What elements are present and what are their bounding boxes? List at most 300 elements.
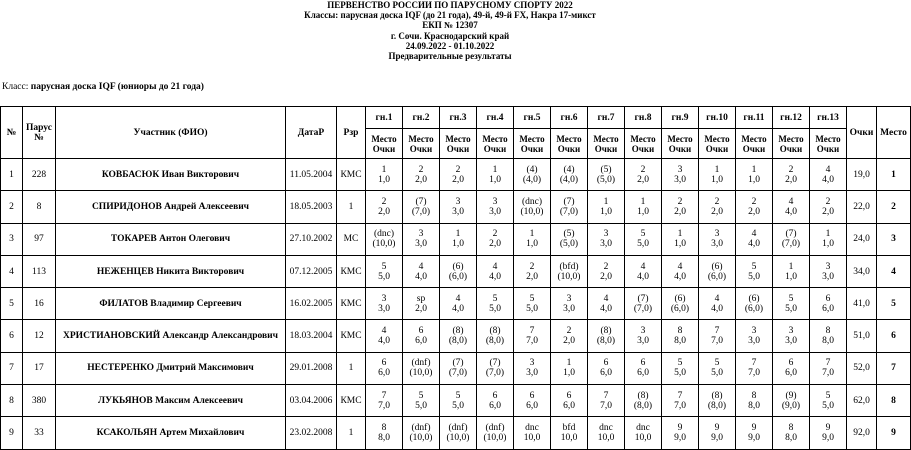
race-points: 2,0 <box>489 239 501 250</box>
race-place: 4 <box>381 326 387 337</box>
race-points: 10,0 <box>523 433 541 444</box>
race-points: 5,0 <box>822 400 834 411</box>
race-points: 6,0 <box>415 336 427 347</box>
sport-rank: МС <box>337 223 366 255</box>
table-row <box>1 417 911 449</box>
race-result <box>551 191 588 223</box>
race-result <box>440 159 477 191</box>
col-race-sub-2 <box>403 129 440 159</box>
race-points: 2,0 <box>415 303 427 314</box>
race-points: 3,0 <box>785 336 797 347</box>
race-place: (7) <box>563 196 575 207</box>
race-place: 9 <box>825 423 831 434</box>
race-points: 4,0 <box>711 303 723 314</box>
race-place: dnc <box>636 423 650 434</box>
col-race-sub-12 <box>773 129 810 159</box>
race-result <box>773 320 810 352</box>
race-result <box>699 320 736 352</box>
race-result <box>551 223 588 255</box>
race-result <box>551 385 588 417</box>
sub-points-label: Очки <box>631 143 655 154</box>
race-result <box>403 191 440 223</box>
race-points: 4,0 <box>748 239 760 250</box>
col-race-2: гн.2 <box>403 107 440 129</box>
final-place: 5 <box>877 288 911 320</box>
race-place: 5 <box>825 390 831 401</box>
race-place: 6 <box>418 326 424 337</box>
race-result <box>699 191 736 223</box>
race-points: 7,0 <box>600 400 612 411</box>
header-title: ПЕРВЕНСТВО РОССИИ ПО ПАРУСНОМУ СПОРТУ 2022 <box>327 0 573 10</box>
race-result <box>662 159 699 191</box>
race-points: 3,0 <box>415 239 427 250</box>
participant-name: ЛУКЬЯНОВ Максим Алексеевич <box>56 385 286 417</box>
race-place: 1 <box>455 229 461 240</box>
col-race-11: гн.11 <box>736 107 773 129</box>
sail-number: 228 <box>23 159 56 191</box>
race-result <box>662 352 699 384</box>
race-points: 8,0 <box>378 433 390 444</box>
race-result <box>810 255 847 287</box>
race-place: 6 <box>492 390 498 401</box>
col-race-5: гн.5 <box>514 107 551 129</box>
race-result <box>366 288 403 320</box>
race-points: 3,0 <box>452 206 464 217</box>
birth-date: 11.05.2004 <box>286 159 337 191</box>
race-result <box>810 352 847 384</box>
document-header <box>0 0 900 61</box>
race-points: 5,0 <box>378 271 390 282</box>
race-points: (8,0) <box>596 336 616 347</box>
race-points: 2,0 <box>526 271 538 282</box>
race-result <box>366 159 403 191</box>
race-result <box>440 191 477 223</box>
race-result <box>514 159 551 191</box>
race-points: 7,0 <box>526 336 538 347</box>
race-points: 4,0 <box>378 336 390 347</box>
race-points: (10,0) <box>409 368 433 379</box>
race-points: 1,0 <box>600 206 612 217</box>
final-place: 7 <box>877 352 911 384</box>
race-result <box>440 385 477 417</box>
race-place: 1 <box>825 229 831 240</box>
race-place: 1 <box>788 261 794 272</box>
race-points: 6,0 <box>637 368 649 379</box>
race-result <box>551 352 588 384</box>
race-place: 4 <box>788 196 794 207</box>
race-place: (dnf) <box>411 423 431 434</box>
race-place: 5 <box>418 390 424 401</box>
sub-place-label: Место <box>741 133 767 144</box>
col-race-sub-13 <box>810 129 847 159</box>
final-place: 3 <box>877 223 911 255</box>
sub-place-label: Место <box>556 133 582 144</box>
race-place: 4 <box>492 261 498 272</box>
race-points: 5,0 <box>785 303 797 314</box>
race-points: 4,0 <box>452 303 464 314</box>
race-result <box>588 352 625 384</box>
class-label: Класс: <box>2 82 29 92</box>
race-place: 8 <box>381 423 387 434</box>
race-result <box>403 288 440 320</box>
final-place: 1 <box>877 159 911 191</box>
race-result <box>514 255 551 287</box>
race-points: (5,0) <box>596 174 616 185</box>
race-points: 10,0 <box>634 433 652 444</box>
sport-rank: КМС <box>337 255 366 287</box>
race-points: 4,0 <box>600 303 612 314</box>
race-points: 1,0 <box>526 239 538 250</box>
sail-number: 380 <box>23 385 56 417</box>
race-points: 9,0 <box>674 433 686 444</box>
race-place: 7 <box>529 326 535 337</box>
race-points: 4,0 <box>785 206 797 217</box>
race-place: 2 <box>418 164 424 175</box>
race-points: (7,0) <box>448 368 468 379</box>
race-place: 3 <box>825 261 831 272</box>
race-place: (5) <box>563 229 575 240</box>
race-result <box>699 417 736 449</box>
total-points: 92,0 <box>847 417 877 449</box>
race-points: 3,0 <box>563 303 575 314</box>
race-result <box>699 385 736 417</box>
race-place: (dnf) <box>485 423 505 434</box>
race-result <box>810 288 847 320</box>
race-result <box>588 159 625 191</box>
race-result <box>810 159 847 191</box>
race-place: 1 <box>492 164 498 175</box>
race-result <box>477 255 514 287</box>
race-place: 8 <box>751 390 757 401</box>
race-place: 5 <box>492 293 498 304</box>
race-points: 6,0 <box>822 303 834 314</box>
sub-place-label: Место <box>667 133 693 144</box>
sub-points-label: Очки <box>742 143 766 154</box>
race-place: 1 <box>751 164 757 175</box>
race-place: 5 <box>529 293 535 304</box>
race-place: 3 <box>714 229 720 240</box>
race-points: 5,0 <box>711 368 723 379</box>
race-place: 4 <box>677 261 683 272</box>
race-place: 6 <box>788 358 794 369</box>
sport-rank: КМС <box>337 385 366 417</box>
race-place: (6) <box>452 261 464 272</box>
race-points: (10,0) <box>483 433 507 444</box>
race-result <box>403 159 440 191</box>
race-place: 7 <box>825 358 831 369</box>
race-points: (10,0) <box>557 271 581 282</box>
race-result <box>736 288 773 320</box>
race-place: 6 <box>603 358 609 369</box>
race-place: (7) <box>452 358 464 369</box>
sub-place-label: Место <box>704 133 730 144</box>
col-race-3: гн.3 <box>440 107 477 129</box>
race-place: (8) <box>600 326 612 337</box>
sub-points-label: Очки <box>446 143 470 154</box>
race-points: 2,0 <box>711 206 723 217</box>
race-place: 2 <box>825 196 831 207</box>
race-place: 4 <box>455 293 461 304</box>
col-race-sub-9 <box>662 129 699 159</box>
race-points: 2,0 <box>452 174 464 185</box>
race-points: (6,0) <box>670 303 690 314</box>
race-result <box>588 320 625 352</box>
race-result <box>736 159 773 191</box>
race-place: 1 <box>381 164 387 175</box>
race-points: (8,0) <box>448 336 468 347</box>
header-status: Предварительные результаты <box>388 51 512 62</box>
sub-points-label: Очки <box>409 143 433 154</box>
race-place: 3 <box>492 196 498 207</box>
col-dob: ДатаР <box>286 107 337 159</box>
race-place: (7) <box>415 196 427 207</box>
race-place: 1 <box>603 196 609 207</box>
race-place: 8 <box>677 326 683 337</box>
sub-place-label: Место <box>482 133 508 144</box>
race-place: 5 <box>714 358 720 369</box>
sail-number: 33 <box>23 417 56 449</box>
race-points: 8,0 <box>748 400 760 411</box>
race-result <box>773 223 810 255</box>
col-race-4: гн.4 <box>477 107 514 129</box>
sub-points-label: Очки <box>594 143 618 154</box>
race-result <box>625 159 662 191</box>
race-place: dnc <box>599 423 613 434</box>
race-points: 3,0 <box>600 239 612 250</box>
race-place: 3 <box>751 326 757 337</box>
table-body <box>1 159 911 450</box>
race-result <box>773 191 810 223</box>
race-result <box>403 352 440 384</box>
race-result <box>514 191 551 223</box>
race-points: 2,0 <box>785 174 797 185</box>
race-result <box>477 352 514 384</box>
race-place: 4 <box>714 293 720 304</box>
race-points: 5,0 <box>674 368 686 379</box>
race-points: 3,0 <box>637 336 649 347</box>
race-result <box>477 417 514 449</box>
participant-name: НЕЖЕНЦЕВ Никита Викторович <box>56 255 286 287</box>
race-points: 8,0 <box>674 336 686 347</box>
race-points: (10,0) <box>409 433 433 444</box>
sub-points-label: Очки <box>816 143 840 154</box>
sub-place-label: Место <box>445 133 471 144</box>
race-points: 1,0 <box>489 174 501 185</box>
race-points: 10,0 <box>560 433 578 444</box>
race-points: (7,0) <box>485 368 505 379</box>
race-points: 4,0 <box>415 271 427 282</box>
race-result <box>736 352 773 384</box>
header-row <box>1 107 911 129</box>
class-line <box>2 82 204 92</box>
sub-points-label: Очки <box>483 143 507 154</box>
race-points: (9,0) <box>781 400 801 411</box>
race-place: 8 <box>788 423 794 434</box>
row-number: 5 <box>1 288 23 320</box>
race-result <box>773 288 810 320</box>
sport-rank: КМС <box>337 159 366 191</box>
race-points: 8,0 <box>822 336 834 347</box>
race-result <box>662 385 699 417</box>
sub-place-label: Место <box>815 133 841 144</box>
race-points: 5,0 <box>489 303 501 314</box>
row-number: 1 <box>1 159 23 191</box>
race-result <box>366 320 403 352</box>
race-points: 7,0 <box>674 400 686 411</box>
sub-points-label: Очки <box>705 143 729 154</box>
final-place: 2 <box>877 191 911 223</box>
race-points: 2,0 <box>822 206 834 217</box>
race-points: 6,0 <box>489 400 501 411</box>
race-points: 3,0 <box>378 303 390 314</box>
results-table <box>0 106 911 450</box>
race-place: 3 <box>788 326 794 337</box>
race-result <box>588 191 625 223</box>
race-result <box>699 288 736 320</box>
race-place: 2 <box>455 164 461 175</box>
race-place: 3 <box>566 293 572 304</box>
race-result <box>699 159 736 191</box>
race-points: 2,0 <box>600 271 612 282</box>
sub-points-label: Очки <box>557 143 581 154</box>
col-race-sub-1 <box>366 129 403 159</box>
total-points: 41,0 <box>847 288 877 320</box>
sport-rank: КМС <box>337 288 366 320</box>
final-place: 9 <box>877 417 911 449</box>
race-place: 7 <box>677 390 683 401</box>
race-points: 7,0 <box>748 368 760 379</box>
sail-number: 17 <box>23 352 56 384</box>
race-place: 9 <box>751 423 757 434</box>
race-points: 10,0 <box>597 433 615 444</box>
race-place: 2 <box>566 326 572 337</box>
race-place: (8) <box>637 390 649 401</box>
race-place: 2 <box>529 261 535 272</box>
race-place: 1 <box>566 358 572 369</box>
race-result <box>514 223 551 255</box>
race-points: 1,0 <box>452 239 464 250</box>
sport-rank: 1 <box>337 352 366 384</box>
race-result <box>662 191 699 223</box>
race-place: bfd <box>562 423 576 434</box>
race-result <box>551 159 588 191</box>
race-place: (dnc) <box>521 196 543 207</box>
race-points: 9,0 <box>748 433 760 444</box>
race-result <box>662 255 699 287</box>
birth-date: 16.02.2005 <box>286 288 337 320</box>
race-points: 2,0 <box>563 336 575 347</box>
race-result <box>366 385 403 417</box>
race-result <box>477 320 514 352</box>
sub-points-label: Очки <box>668 143 692 154</box>
race-result <box>514 352 551 384</box>
race-points: 6,0 <box>563 400 575 411</box>
col-race-sub-5 <box>514 129 551 159</box>
race-place: sp <box>416 293 426 304</box>
race-result <box>514 417 551 449</box>
race-result <box>662 223 699 255</box>
race-points: 6,0 <box>600 368 612 379</box>
race-place: dnc <box>525 423 539 434</box>
race-place: (4) <box>526 164 538 175</box>
race-result <box>588 223 625 255</box>
final-place: 8 <box>877 385 911 417</box>
race-points: 4,0 <box>489 271 501 282</box>
race-result <box>551 417 588 449</box>
birth-date: 03.04.2006 <box>286 385 337 417</box>
race-points: 2,0 <box>415 174 427 185</box>
race-place: 7 <box>381 390 387 401</box>
race-place: (6) <box>711 261 723 272</box>
birth-date: 18.05.2003 <box>286 191 337 223</box>
table-row <box>1 352 911 384</box>
birth-date: 23.02.2008 <box>286 417 337 449</box>
participant-name: СПИРИДОНОВ Андрей Алексеевич <box>56 191 286 223</box>
race-points: 5,0 <box>637 239 649 250</box>
sub-place-label: Место <box>371 133 397 144</box>
race-points: (8,0) <box>633 400 653 411</box>
sub-place-label: Место <box>593 133 619 144</box>
race-place: 2 <box>677 196 683 207</box>
race-result <box>625 191 662 223</box>
race-place: 6 <box>529 390 535 401</box>
race-points: 3,0 <box>711 239 723 250</box>
race-result <box>699 352 736 384</box>
race-place: (7) <box>637 293 649 304</box>
race-points: (5,0) <box>559 239 579 250</box>
race-result <box>810 417 847 449</box>
race-place: 9 <box>714 423 720 434</box>
race-points: (10,0) <box>372 239 396 250</box>
header-location: г. Сочи. Краснодарский край <box>390 30 510 41</box>
race-place: (5) <box>600 164 612 175</box>
race-place: 3 <box>418 229 424 240</box>
race-place: (dnf) <box>448 423 468 434</box>
sport-rank: 1 <box>337 191 366 223</box>
col-points: Очки <box>847 107 877 159</box>
race-result <box>366 352 403 384</box>
race-points: 5,0 <box>452 400 464 411</box>
race-place: 5 <box>677 358 683 369</box>
sub-points-label: Очки <box>779 143 803 154</box>
header-dates: 24.09.2022 - 01.10.2022 <box>405 40 495 51</box>
race-result <box>662 288 699 320</box>
race-result <box>662 320 699 352</box>
race-result <box>736 255 773 287</box>
race-points: (10,0) <box>446 433 470 444</box>
race-points: (8,0) <box>707 400 727 411</box>
race-result <box>551 288 588 320</box>
race-place: (6) <box>748 293 760 304</box>
race-points: 4,0 <box>822 174 834 185</box>
race-points: 7,0 <box>378 400 390 411</box>
race-points: (10,0) <box>520 206 544 217</box>
race-points: 9,0 <box>711 433 723 444</box>
row-number: 3 <box>1 223 23 255</box>
participant-name: ТОКАРЕВ Антон Олегович <box>56 223 286 255</box>
row-number: 7 <box>1 352 23 384</box>
total-points: 51,0 <box>847 320 877 352</box>
race-place: 7 <box>751 358 757 369</box>
sub-points-label: Очки <box>372 143 396 154</box>
race-result <box>366 191 403 223</box>
race-place: 4 <box>825 164 831 175</box>
race-result <box>773 352 810 384</box>
race-result <box>477 385 514 417</box>
race-points: 7,0 <box>711 336 723 347</box>
race-place: 4 <box>640 261 646 272</box>
class-value: парусная доска IQF (юниоры до 21 года) <box>30 82 204 92</box>
